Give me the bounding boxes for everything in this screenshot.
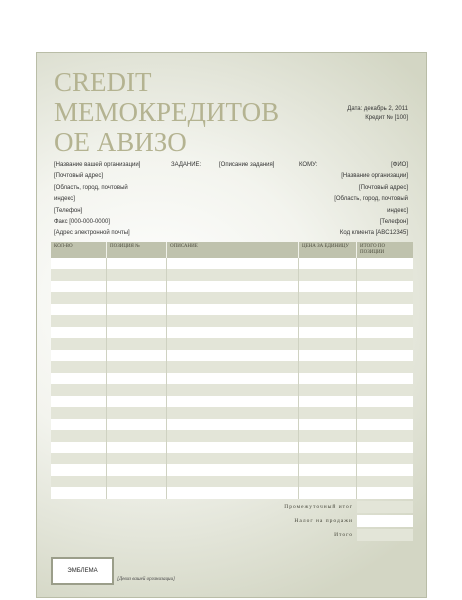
qty-cell[interactable] [51,407,107,418]
item-no-cell[interactable] [107,361,167,372]
table-row [51,442,413,453]
unit-price-cell[interactable] [299,258,357,269]
item-no-cell[interactable] [107,487,167,498]
memo-meta [347,105,408,123]
company-slogan[interactable]: [Девиз вашей организации] [117,577,175,582]
item-no-cell[interactable] [107,453,167,464]
table-row [51,338,413,349]
description-cell[interactable] [167,384,299,395]
table-row [51,487,413,498]
credit-number[interactable]: Кредит № [100] [365,115,408,121]
description-cell[interactable] [167,476,299,487]
sender-block [54,160,164,240]
qty-cell[interactable] [51,419,107,430]
item-no-cell[interactable] [107,396,167,407]
job-label: ЗАДАНИЕ: [171,162,202,168]
unit-price-cell[interactable] [299,487,357,498]
description-cell[interactable] [167,487,299,498]
sender-org[interactable]: [Название вашей организации] [54,162,141,168]
recipient-region-line2[interactable]: индекс] [387,207,408,214]
qty-cell[interactable] [51,487,107,498]
table-row [51,453,413,464]
line-total-cell[interactable] [357,384,413,395]
table-row [51,464,413,475]
qty-cell[interactable] [51,384,107,395]
item-no-cell[interactable] [107,327,167,338]
description-cell[interactable] [167,453,299,464]
line-total-cell[interactable] [357,281,413,292]
line-total-cell[interactable] [357,269,413,280]
table-row [51,430,413,441]
header-item-no: ПОЗИЦИЯ № [107,242,167,258]
unit-price-cell[interactable] [299,361,357,372]
table-row [51,304,413,315]
unit-price-cell[interactable] [299,430,357,441]
line-total-cell[interactable] [357,327,413,338]
description-cell[interactable] [167,407,299,418]
sender-email[interactable]: [Адрес электронной почты] [54,230,130,237]
item-no-cell[interactable] [107,464,167,475]
client-code[interactable]: Код клиента [ABC12345] [339,230,408,237]
description-cell[interactable] [167,315,299,326]
line-total-cell[interactable] [357,442,413,453]
document-title [54,67,279,157]
unit-price-cell[interactable] [299,384,357,395]
unit-price-cell[interactable] [299,419,357,430]
totals-block [51,499,413,541]
unit-price-cell[interactable] [299,350,357,361]
line-total-cell[interactable] [357,373,413,384]
job-description[interactable]: [Описание задания] [219,162,275,168]
total-value[interactable] [357,529,413,541]
description-cell[interactable] [167,304,299,315]
header-unit-price: ЦЕНА ЗА ЕДИНИЦУ [299,242,357,258]
table-row [51,327,413,338]
qty-cell[interactable] [51,476,107,487]
qty-cell[interactable] [51,453,107,464]
qty-cell[interactable] [51,292,107,303]
item-no-cell[interactable] [107,407,167,418]
line-total-cell[interactable] [357,476,413,487]
unit-price-cell[interactable] [299,338,357,349]
qty-cell[interactable] [51,373,107,384]
table-row [51,373,413,384]
qty-cell[interactable] [51,464,107,475]
description-cell[interactable] [167,442,299,453]
item-no-cell[interactable] [107,281,167,292]
qty-cell[interactable] [51,430,107,441]
unit-price-cell[interactable] [299,442,357,453]
item-no-cell[interactable] [107,476,167,487]
line-total-cell[interactable] [357,304,413,315]
line-total-cell[interactable] [357,419,413,430]
qty-cell[interactable] [51,361,107,372]
recipient-address[interactable]: [Почтовый адрес] [358,184,408,191]
line-total-cell[interactable] [357,487,413,498]
table-row [51,315,413,326]
line-total-cell[interactable] [357,292,413,303]
qty-cell[interactable] [51,338,107,349]
description-cell[interactable] [167,464,299,475]
description-cell[interactable] [167,396,299,407]
description-cell[interactable] [167,419,299,430]
tax-value[interactable] [357,515,413,527]
unit-price-cell[interactable] [299,292,357,303]
sender-fax[interactable]: Факс [000-000-0000] [54,219,110,226]
recipient-label: КОМУ: [299,162,318,168]
table-row [51,361,413,372]
qty-cell[interactable] [51,281,107,292]
table-row [51,258,413,269]
item-no-cell[interactable] [107,315,167,326]
table-row [51,292,413,303]
table-row [51,350,413,361]
memo-date[interactable]: Дата: декабрь 2, 2011 [347,106,408,112]
description-cell[interactable] [167,430,299,441]
credit-memo-page [36,52,427,598]
line-total-cell[interactable] [357,453,413,464]
qty-cell[interactable] [51,304,107,315]
description-cell[interactable] [167,281,299,292]
unit-price-cell[interactable] [299,281,357,292]
line-total-cell[interactable] [357,396,413,407]
table-row [51,396,413,407]
subtotal-label: Промежуточный итог [284,504,353,510]
item-no-cell[interactable] [107,442,167,453]
qty-cell[interactable] [51,442,107,453]
description-cell[interactable] [167,373,299,384]
qty-cell[interactable] [51,327,107,338]
item-no-cell[interactable] [107,350,167,361]
logo-placeholder[interactable] [51,557,114,585]
sender-region-line2[interactable]: индекс] [54,196,75,203]
item-no-cell[interactable] [107,338,167,349]
header-line-total: ИТОГО ПО ПОЗИЦИИ [360,244,386,255]
header-qty: КОЛ-ВО [51,242,107,258]
title-line-3: ОЕ АВИЗО [54,127,187,157]
item-no-cell[interactable] [107,430,167,441]
sender-phone[interactable]: [Телефон] [54,207,83,214]
qty-cell[interactable] [51,396,107,407]
description-cell[interactable] [167,350,299,361]
description-cell[interactable] [167,258,299,269]
unit-price-cell[interactable] [299,476,357,487]
line-total-cell[interactable] [357,430,413,441]
table-row [51,476,413,487]
description-cell[interactable] [167,327,299,338]
recipient-phone[interactable]: [Телефон] [379,219,408,226]
recipient-block [308,160,408,240]
recipient-name[interactable]: [ФИО] [391,162,408,168]
item-no-cell[interactable] [107,258,167,269]
unit-price-cell[interactable] [299,407,357,418]
item-no-cell[interactable] [107,384,167,395]
tax-row [51,515,413,527]
unit-price-cell[interactable] [299,315,357,326]
line-total-cell[interactable] [357,350,413,361]
total-label: Итого [334,532,353,538]
line-total-cell[interactable] [357,464,413,475]
unit-price-cell[interactable] [299,269,357,280]
qty-cell[interactable] [51,350,107,361]
line-total-cell[interactable] [357,407,413,418]
line-total-cell[interactable] [357,258,413,269]
table-row [51,407,413,418]
table-header [51,242,413,258]
unit-price-cell[interactable] [299,373,357,384]
table-row [51,384,413,395]
line-total-cell[interactable] [357,361,413,372]
title-line-2: МЕМОКРЕДИТОВ [54,97,280,127]
description-cell[interactable] [167,292,299,303]
header-description: ОПИСАНИЕ [167,242,299,258]
item-no-cell[interactable] [107,373,167,384]
subtotal-value[interactable] [357,501,413,513]
table-row [51,281,413,292]
description-cell[interactable] [167,361,299,372]
item-no-cell[interactable] [107,269,167,280]
unit-price-cell[interactable] [299,396,357,407]
description-cell[interactable] [167,269,299,280]
sender-region-line1[interactable]: [Область, город, почтовый [54,184,128,191]
line-total-cell[interactable] [357,315,413,326]
item-no-cell[interactable] [107,304,167,315]
unit-price-cell[interactable] [299,304,357,315]
tax-label: Налог на продажи [294,518,353,524]
item-no-cell[interactable] [107,419,167,430]
table-row [51,419,413,430]
qty-cell[interactable] [51,315,107,326]
line-total-cell[interactable] [357,338,413,349]
unit-price-cell[interactable] [299,453,357,464]
subtotal-row [51,501,413,513]
qty-cell[interactable] [51,258,107,269]
table-body [51,258,413,499]
total-row [51,529,413,541]
recipient-region-line1[interactable]: [Область, город, почтовый [334,196,408,203]
title-line-1: CREDIT [54,67,152,97]
unit-price-cell[interactable] [299,464,357,475]
description-cell[interactable] [167,338,299,349]
unit-price-cell[interactable] [299,327,357,338]
qty-cell[interactable] [51,269,107,280]
sender-address[interactable]: [Почтовый адрес] [54,173,104,180]
recipient-org[interactable]: [Название организации] [341,173,408,180]
item-no-cell[interactable] [107,292,167,303]
logo-label: ЭМБЛЕМА [67,568,98,574]
table-row [51,269,413,280]
line-items-table [51,242,413,499]
